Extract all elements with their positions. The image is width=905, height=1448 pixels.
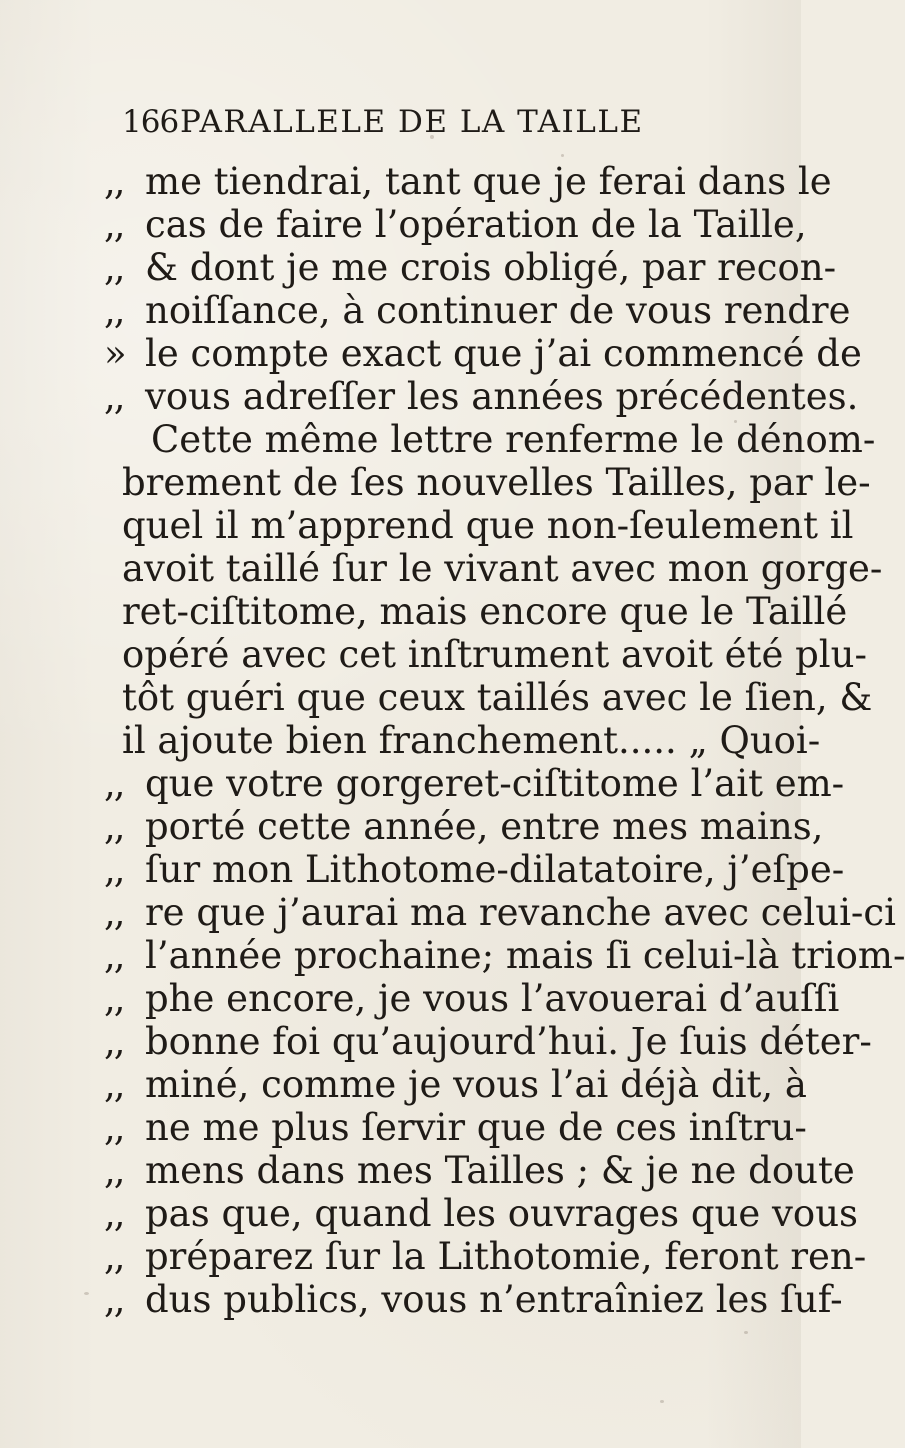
line-text: avoit taillé ſur le vivant avec mon gorge- [122,547,883,590]
quote-mark: ,, [104,1020,124,1063]
line-text: il ajoute bien franchement..... „ Quoi- [122,719,821,762]
quote-mark: ,, [104,805,124,848]
line-text: quel il m’apprend que non-ſeulement il [122,504,854,547]
line-text: pas que, quand les ouvrages que vous [145,1192,859,1235]
line-text: mens dans mes Tailles ; & je ne doute [145,1149,855,1192]
quote-mark: ,, [104,1278,124,1321]
line-text: Cette même lettre renferme le dénom- [151,418,876,461]
line-text: tôt guéri que ceux taillés avec le ſien, & [122,676,873,719]
quote-mark: ,, [104,1063,124,1106]
quote-mark: ,, [104,891,124,934]
quote-mark: ,, [104,1192,124,1235]
quote-mark: ,, [104,375,124,418]
quote-mark: ,, [104,977,124,1020]
text-line [104,1274,843,1325]
quote-mark: ,, [104,848,124,891]
quote-mark: ,, [104,1106,124,1149]
line-text: & dont je me crois obligé, par recon- [145,246,837,289]
quote-mark: ,, [104,246,124,289]
quote-mark: ,, [104,1149,124,1192]
line-text: noiſſance, à continuer de vous rendre [145,289,851,332]
line-text: phe encore, je vous l’avouerai d’auſſi [145,977,840,1020]
quote-mark: ,, [104,203,124,246]
line-text: ne me plus ſervir que de ces inſtru- [145,1106,807,1149]
line-text: ſur mon Lithotome-dilatatoire, j’eſpe- [145,848,845,891]
line-text: me tiendrai, tant que je ferai dans le [145,160,832,203]
line-text: préparez ſur la Lithotomie, feront ren- [145,1235,867,1278]
line-text: brement de ſes nouvelles Tailles, par le- [122,461,871,504]
running-head: PARALLELE DE LA TAILLE [180,104,644,140]
line-text: le compte exact que j’ai commencé de [145,332,862,375]
line-text: opéré avec cet inſtrument avoit été plu- [122,633,867,676]
quote-mark: ,, [104,762,124,805]
line-text: dus publics, vous n’entraîniez les ſuf- [145,1278,843,1321]
body-text [104,156,905,1346]
quote-mark: ,, [104,160,124,203]
line-text: bonne foi qu’aujourd’hui. Je ſuis déter- [145,1020,872,1063]
page-number: 166 [122,104,179,140]
quote-mark: ,, [104,934,124,977]
line-text: l’année prochaine; mais ſi celui-là triom- [145,934,905,977]
line-text: porté cette année, entre mes mains, [145,805,824,848]
line-text: vous adreſſer les années précédentes. [145,375,859,418]
quote-mark: » [104,332,125,375]
quote-mark: ,, [104,1235,124,1278]
line-text: re que j’aurai ma revanche avec celui-ci [145,891,896,934]
page-header [122,96,682,152]
line-text: que votre gorgeret-ciſtitome l’ait em- [145,762,845,805]
line-text: ret-ciſtitome, mais encore que le Taillé [122,590,848,633]
line-text: cas de faire l’opération de la Taille, [145,203,807,246]
quote-mark: ,, [104,289,124,332]
line-text: miné, comme je vous l’ai déjà dit, à [145,1063,807,1106]
